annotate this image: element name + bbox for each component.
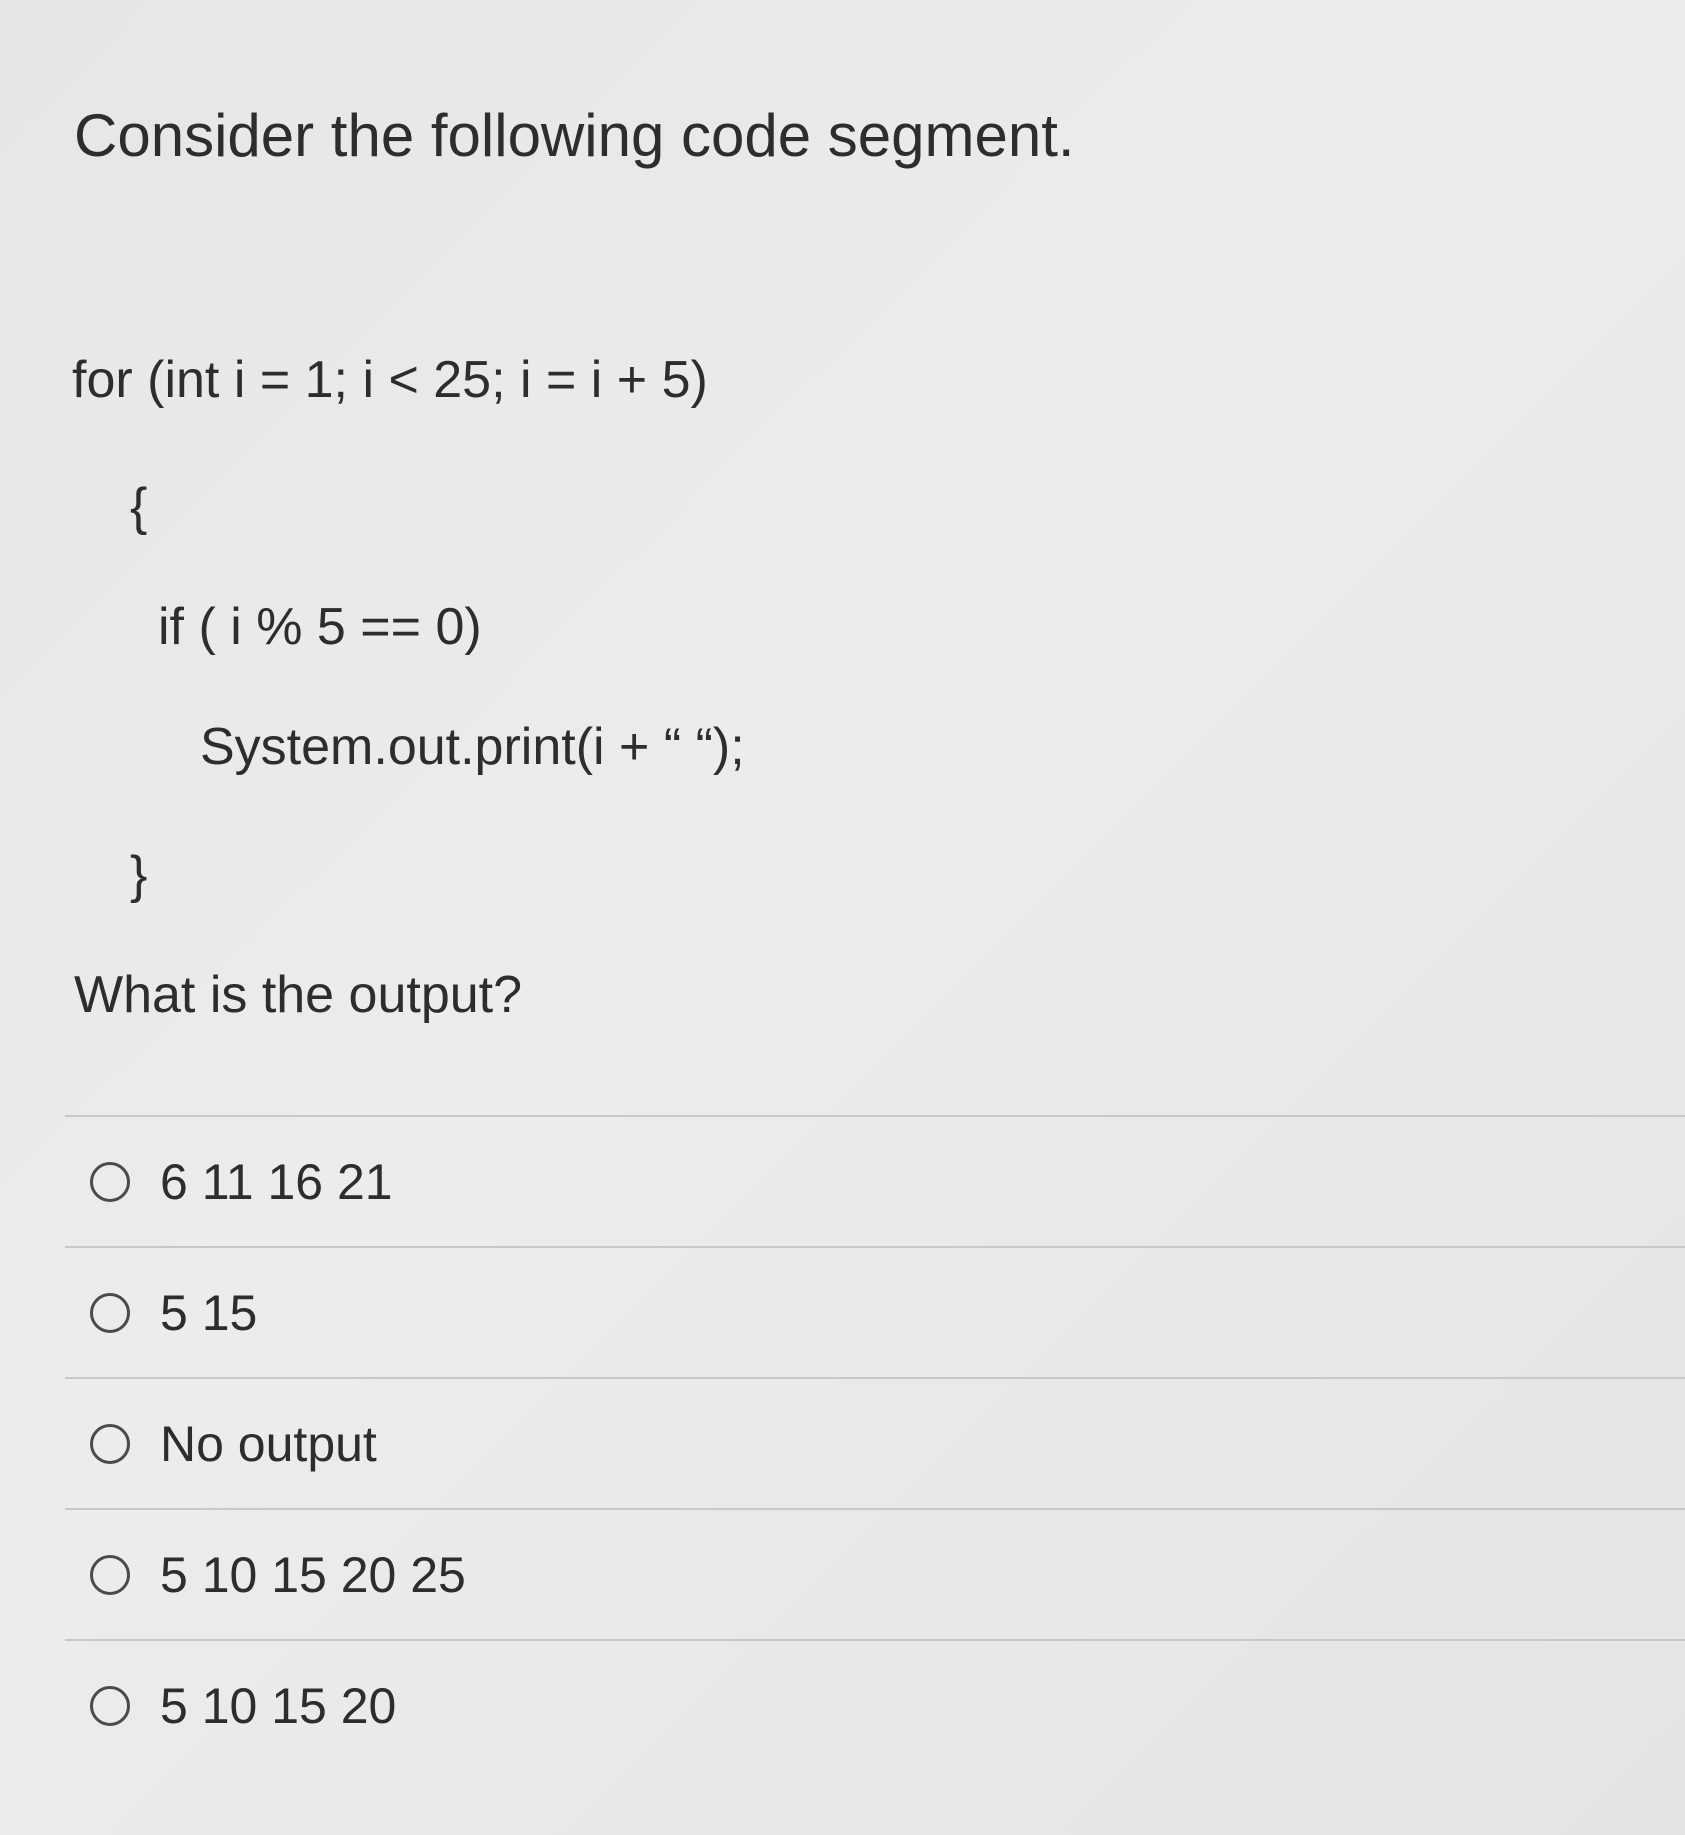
answer-option[interactable] [65,1508,1685,1639]
radio-button-icon[interactable] [90,1424,130,1464]
answer-option[interactable] [65,1639,1685,1770]
answer-option[interactable] [65,1246,1685,1377]
radio-button-icon[interactable] [90,1162,130,1202]
answer-options [65,1115,1685,1770]
answer-option-label: No output [160,1415,377,1472]
radio-button-icon[interactable] [90,1293,130,1333]
code-line-if: if ( i % 5 == 0) [158,598,482,656]
answer-option-label: 5 10 15 20 [160,1677,397,1734]
answer-option[interactable] [65,1377,1685,1508]
radio-button-icon[interactable] [90,1686,130,1726]
answer-option-label: 6 11 16 21 [160,1153,393,1210]
code-line-for: for (int i = 1; i < 25; i = i + 5) [72,351,708,409]
question-prompt: Consider the following code segment. [74,102,1075,169]
radio-button-icon[interactable] [90,1555,130,1595]
answer-option[interactable] [65,1115,1685,1246]
code-line-print: System.out.print(i + “ “); [200,718,745,776]
answer-option-label: 5 15 [160,1284,258,1341]
code-line-open-brace: { [130,478,148,536]
answer-option-label: 5 10 15 20 25 [160,1546,466,1603]
question-text: What is the output? [74,966,523,1024]
code-line-close-brace: } [130,846,148,904]
